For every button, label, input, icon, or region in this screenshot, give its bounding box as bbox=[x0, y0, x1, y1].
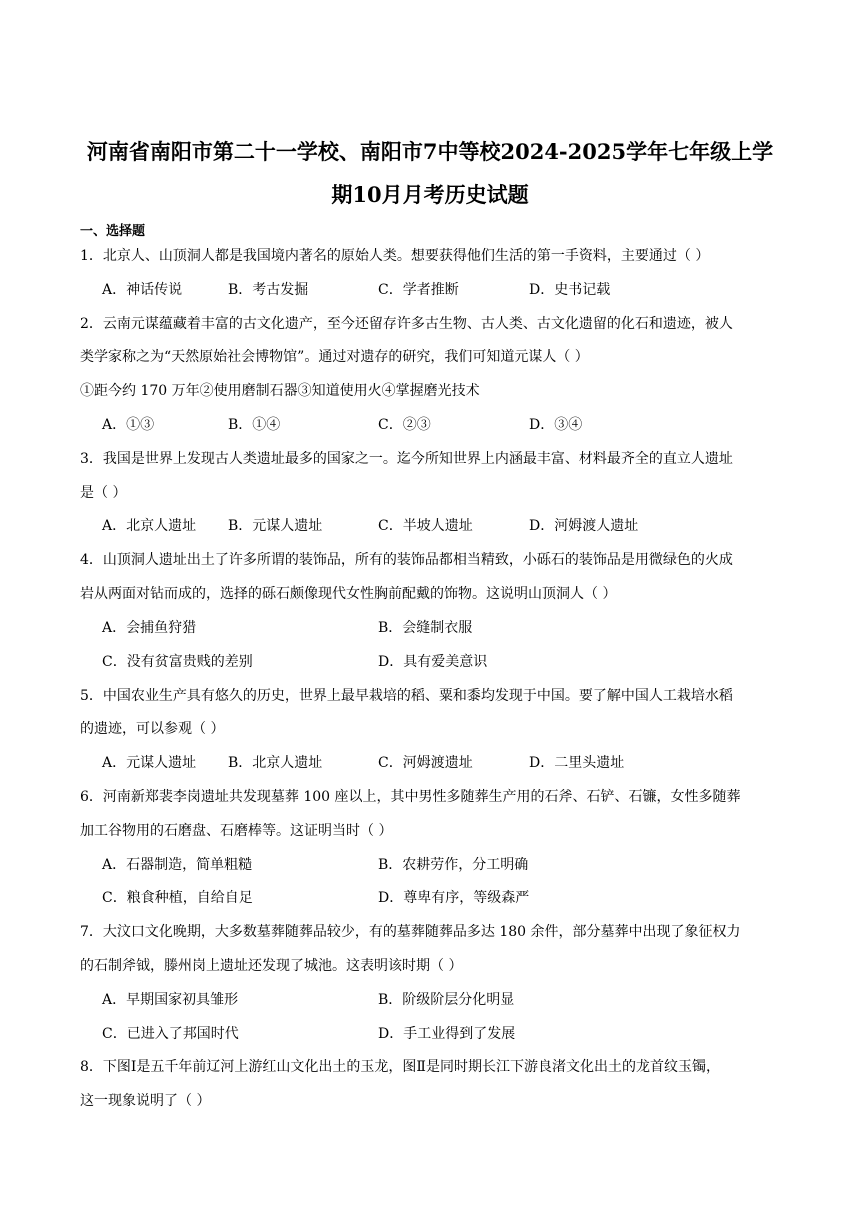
exam-title-line-2: 期10月月考历史试题 bbox=[331, 182, 529, 207]
question-8-text-line-1: 8．下图Ⅰ是五千年前辽河上游红山文化出土的玉龙，图Ⅱ是同时期长江下游良渚文化出土的龙首纹玉镯， bbox=[80, 1059, 720, 1075]
question-5-text-line-2: 的遗迹，可以参观（ ） bbox=[80, 721, 225, 737]
question-4-option-b: B．会缝制衣服 bbox=[378, 620, 473, 636]
question-3-option-d: D．河姆渡人遗址 bbox=[529, 518, 639, 534]
question-6-option-d: D．尊卑有序，等级森严 bbox=[378, 890, 530, 906]
question-7-text-line-2: 的石制斧钺，滕州岗上遗址还发现了城池。这表明该时期（ ） bbox=[80, 958, 463, 974]
question-4-text-line-2: 岩从两面对钻而成的，选择的砾石颇像现代女性胸前配戴的饰物。这说明山顶洞人（ ） bbox=[80, 586, 617, 602]
question-6-option-b: B．农耕劳作，分工明确 bbox=[378, 857, 529, 873]
question-1-option-a: A．神话传说 bbox=[102, 282, 183, 298]
question-2-option-d: D．③④ bbox=[529, 417, 583, 433]
question-2-option-b: B．①④ bbox=[228, 417, 281, 433]
question-4-option-d: D．具有爱美意识 bbox=[378, 654, 488, 670]
question-2-option-c: C．②③ bbox=[378, 417, 431, 433]
question-7-text-line-1: 7．大汶口文化晚期，大多数墓葬随葬品较少，有的墓葬随葬品多达 180 余件，部分墓葬中出现了象征权力 bbox=[80, 924, 741, 940]
question-6-text-line-1: 6．河南新郑裴李岗遗址共发现墓葬 100 座以上，其中男性多随葬生产用的石斧、石铲、石镰，女性多随葬 bbox=[80, 789, 741, 805]
question-2-text-line-1: 2．云南元谋蕴藏着丰富的古文化遗产，至今还留存许多古生物、古人类、古文化遗留的化石和遗迹，被人 bbox=[80, 316, 733, 332]
question-7-option-c: C．已进入了邦国时代 bbox=[102, 1026, 239, 1042]
question-3-option-a: A．北京人遗址 bbox=[102, 518, 197, 534]
question-1-option-b: B．考古发掘 bbox=[228, 282, 309, 298]
question-6-option-a: A．石器制造，简单粗糙 bbox=[102, 857, 253, 873]
exam-title-line-1: 河南省南阳市第二十一学校、南阳市7中等校2024-2025学年七年级上学 bbox=[86, 139, 774, 164]
question-6-option-c: C．粮食种植，自给自足 bbox=[102, 890, 253, 906]
question-7-option-a: A．早期国家初具雏形 bbox=[102, 992, 239, 1008]
question-1-option-d: D．史书记载 bbox=[529, 282, 611, 298]
question-7-option-d: D．手工业得到了发展 bbox=[378, 1026, 516, 1042]
section-heading: 一、选择题 bbox=[80, 224, 146, 239]
question-5-option-a: A．元谋人遗址 bbox=[102, 755, 197, 771]
question-5-option-c: C．河姆渡遗址 bbox=[378, 755, 473, 771]
question-8-text-line-2: 这一现象说明了（ ） bbox=[80, 1093, 211, 1109]
question-3-text-line-1: 3．我国是世界上发现古人类遗址最多的国家之一。迄今所知世界上内涵最丰富、材料最齐全的直立人遗址 bbox=[80, 451, 733, 467]
question-4-option-c: C．没有贫富贵贱的差别 bbox=[102, 654, 253, 670]
question-4-text-line-1: 4．山顶洞人遗址出土了许多所谓的装饰品，所有的装饰品都相当精致，小砾石的装饰品是用微绿色的火成 bbox=[80, 552, 733, 568]
question-1-text: 1．北京人、山顶洞人都是我国境内著名的原始人类。想要获得他们生活的第一手资料，主要通过（ ） bbox=[80, 248, 710, 264]
question-2-text-line-2: 类学家称之为“天然原始社会博物馆”。通过对遗存的研究，我们可知道元谋人（ ） bbox=[80, 349, 589, 365]
question-7-option-b: B．阶级阶层分化明显 bbox=[378, 992, 515, 1008]
question-1-option-c: C．学者推断 bbox=[378, 282, 459, 298]
question-3-option-c: C．半坡人遗址 bbox=[378, 518, 473, 534]
question-5-option-d: D．二里头遗址 bbox=[529, 755, 625, 771]
question-5-option-b: B．北京人遗址 bbox=[228, 755, 323, 771]
question-2-option-a: A．①③ bbox=[102, 417, 155, 433]
question-6-text-line-2: 加工谷物用的石磨盘、石磨棒等。这证明当时（ ） bbox=[80, 823, 393, 839]
question-4-option-a: A．会捕鱼狩猎 bbox=[102, 620, 197, 636]
question-3-option-b: B．元谋人遗址 bbox=[228, 518, 323, 534]
question-5-text-line-1: 5．中国农业生产具有悠久的历史，世界上最早栽培的稻、粟和黍均发现于中国。要了解中国人工栽培水稻 bbox=[80, 688, 733, 704]
question-3-text-line-2: 是（ ） bbox=[80, 485, 127, 501]
question-2-statements: ①距今约 170 万年②使用磨制石器③知道使用火④掌握磨光技术 bbox=[80, 383, 480, 399]
